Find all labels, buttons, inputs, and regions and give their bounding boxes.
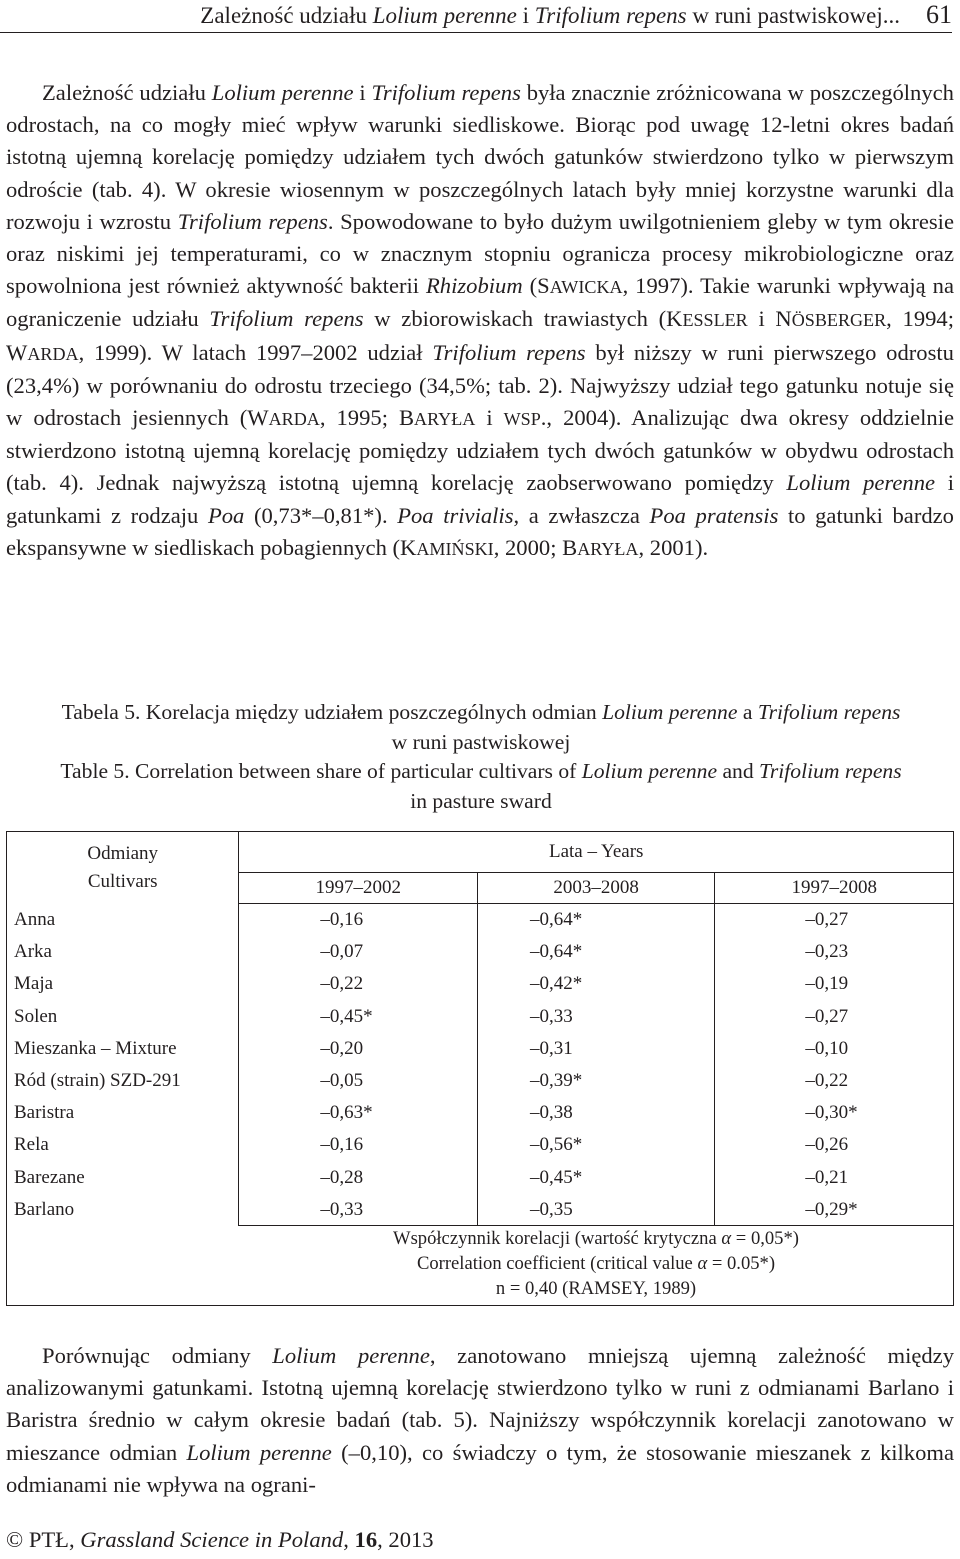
page-number: 61 [926,0,952,29]
correlation-table [6,831,954,1306]
table-row: Anna –0,16 –0,64* –0,27 [7,904,953,937]
table-row: Rela –0,16 –0,56* –0,26 [7,1129,953,1161]
table-row: Arka –0,07 –0,64* –0,23 [7,936,953,968]
table-footnote: Współczynnik korelacji (wartość krytyczna α = 0,05*) Correlation coefficient (critical value α = 0.05*) n = 0,40 (RAMSEY, 1989) [239,1225,953,1301]
table-row: Ród (strain) SZD-291 –0,05 –0,39* –0,22 [7,1065,953,1097]
table-caption-pl: Tabela 5. Korelacja między udziałem poszczególnych odmian Lolium perenne a Trifolium repens w runi pastwiskowej [61,700,901,754]
page-footer: © PTŁ, Grassland Science in Poland, 16, 2013 [6,1527,434,1552]
table-caption-en: Table 5. Correlation between share of particular cultivars of Lolium perenne and Trifolium repens in pasture sward [60,759,902,813]
header-year-1: 1997–2002 [239,873,478,904]
running-head [0,0,952,33]
table-row: Maja –0,22 –0,42* –0,19 [7,968,953,1000]
header-cultivars: Odmiany Cultivars [87,842,159,892]
table-row: Mieszanka – Mixture –0,20 –0,31 –0,10 [7,1033,953,1065]
table-row: Barezane –0,28 –0,45* –0,21 [7,1162,953,1194]
running-head-text: Zależność udziału Lolium perenne i Trifolium repens w runi pastwiskowej... [200,3,900,28]
paragraph-1: Zależność udziału Lolium perenne i Trifolium repens była znacznie zróżnicowana w poszczególnych odrostach, na co mogły mieć wpływ warunki siedliskowe. Biorąc pod uwagę 12-letni okres badań istotną ujemną korelację pomiędzy udziałem tych dwóch gatunków stwierdzono tylko w pierwszym odroście (tab. 4). W okresie wiosennym w poszczególnych latach były mniej korzystne warunki dla rozwoju i wzrostu Trifolium repens. Spowodowane to było dużym uwilgotnieniem gleby w tym okresie oraz niskimi jej temperaturami, co w znacznym stopniu ogranicza procesy mikrobiologiczne oraz spowolniona jest również aktywność bakterii Rhizobium (SAWICKA, 1997). Takie warunki wpływają na ograniczenie udziału Trifolium repens w zbiorowiskach trawiastych (KESSLER i NÖSBERGER, 1994; WARDA, 1999). W latach 1997–2002 udział Trifolium repens był niższy w runi pierwszego odrostu (23,4%) w porównaniu do odrostu trzeciego (34,5%; tab. 2). Najwyższy udział tego gatunku notuje się w odrostach jesiennych (WARDA, 1995; BARYŁA i WSP., 2004). Analizując dwa okresy oddzielnie stwierdzono istotną ujemną korelację pomiędzy udziałem tych dwóch gatunków w obydwu odrostach (tab. 4). Jednak najwyższą istotną ujemną korelację zaobserwowano pomiędzy Lolium perenne i gatunkami z rodzaju Poa (0,73*–0,81*). Poa trivialis, a zwłaszcza Poa pratensis to gatunki bardzo ekspansywne w siedliskach pobagiennych (KAMIŃSKI, 2000; BARYŁA, 2001). [6,80,955,560]
paragraph-2: Porównując odmiany Lolium perenne, zanotowano mniejszą ujemną zależność między analizowanymi gatunkami. Istotną ujemną korelację stwierdzono tylko w runi z odmianami Barlano i Baristra średnio w całym okresie badań (tab. 5). Najniższy współczynnik korelacji zanotowano w mieszance odmian Lolium perenne (–0,10), co świadczy o tym, że stosowanie mieszanek z kilkoma odmianami nie wpływa na ograni- [6,1343,955,1497]
table-row: Solen –0,45* –0,33 –0,27 [7,1001,953,1033]
table-row: Barlano –0,33 –0,35 –0,29* [7,1194,953,1226]
header-years: Lata – Years [239,832,953,873]
header-year-2: 2003–2008 [477,873,714,904]
table-row: Baristra –0,63* –0,38 –0,30* [7,1097,953,1129]
header-year-3: 1997–2008 [715,873,953,904]
